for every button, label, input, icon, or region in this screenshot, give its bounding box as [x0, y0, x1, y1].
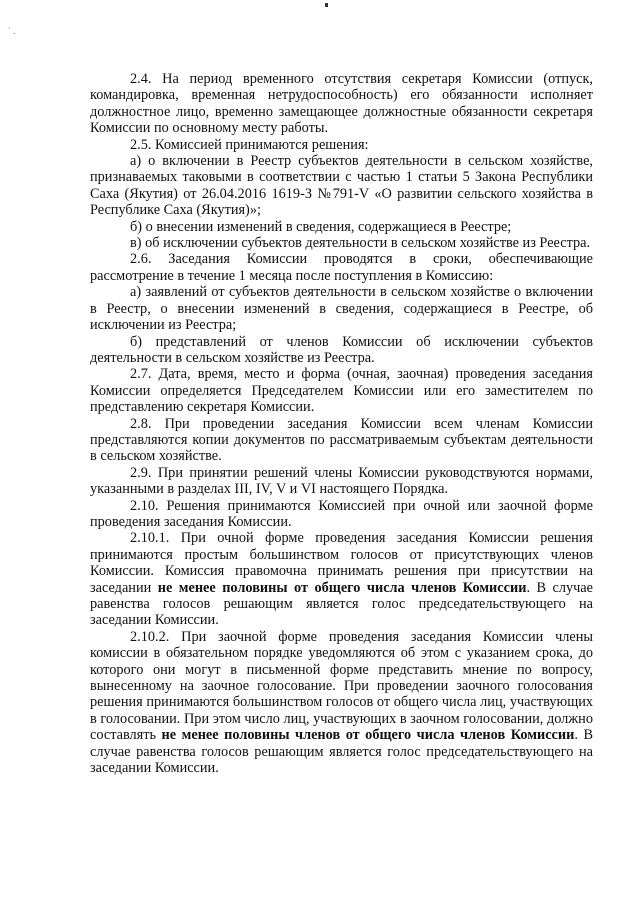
- bold-text: не менее половины членов от общего числа членов Комиссии: [161, 727, 575, 744]
- paragraph-text: 2.10.2. При заочной форме проведения заседания Комиссии члены комиссии в обязательном порядке уведомляются об этом с указанием срока, до которого они могут в письменной форме представить мнение по вопросу, вынесенному на заочное голосование. При проведении заочного голосования решения принимаются большинством голосов от общего числа лиц, участвующих в голосовании. При этом число лиц, участвующих в заочном голосовании, должно составлять: [90, 628, 593, 744]
- paragraph-text: в) об исключении субъектов деятельности в сельском хозяйстве из Реестра.: [130, 235, 591, 252]
- paragraph: [90, 153, 593, 219]
- paragraph-text: 2.10.1. При очной форме проведения заседания Комиссии решения принимаются простым большинством голосов от присутствующих членов Комиссии. Комиссия правомочна принимать решения при присутствии на заседании: [90, 530, 593, 596]
- paragraph-text: б) о внесении изменений в сведения, содержащиеся в Реестре;: [130, 218, 512, 235]
- paragraph: [90, 498, 593, 531]
- paragraph: [90, 465, 593, 498]
- paragraph: [90, 284, 593, 333]
- paragraph-text: 2.8. При проведении заседания Комиссии всем членам Комиссии представляются копии документов по рассматриваемым субъектам деятельности в сельском хозяйстве.: [90, 415, 593, 465]
- paragraph: [90, 251, 593, 284]
- paragraph-text: 2.6. Заседания Комиссии проводятся в сроки, обеспечивающие рассмотрение в течение 1 месяца после поступления в Комиссию:: [90, 251, 593, 284]
- paragraph-text: б) представлений от членов Комиссии об исключении субъектов деятельности в сельском хозяйстве из Реестра.: [90, 333, 593, 366]
- paragraph: [90, 235, 593, 251]
- margin-mark: ` .: [8, 26, 16, 36]
- paragraph: [90, 219, 593, 235]
- paragraph: [90, 629, 593, 777]
- paragraph-text: . В случае равенства голосов решающим является голос председательствующего на заседании Комиссии.: [90, 727, 593, 777]
- paragraph: [90, 366, 593, 415]
- paragraph-text: 2.10. Решения принимаются Комиссией при очной или заочной форме проведения заседания Комиссии.: [90, 497, 593, 530]
- paragraph-text: 2.5. Комиссией принимаются решения:: [130, 136, 369, 153]
- document-body: [90, 71, 593, 776]
- paragraph-text: 2.9. При принятии решений члены Комиссии руководствуются нормами, указанными в разделах III, IV, V и VI настоящего Порядка.: [90, 464, 593, 498]
- paragraph: [90, 416, 593, 465]
- bold-text: не менее половины от общего числа членов Комиссии: [157, 579, 527, 596]
- paragraph: [90, 334, 593, 367]
- paragraph-text: 2.4. На период временного отсутствия секретаря Комиссии (отпуск, командировка, временная нетрудоспособность) его обязанности исполняет должностное лицо, временно замещающее должностные обязанности секретаря Комиссии по основному месту работы.: [90, 71, 593, 137]
- top-mark: [325, 3, 328, 7]
- paragraph: [90, 530, 593, 628]
- paragraph-text: а) заявлений от субъектов деятельности в сельском хозяйстве о включении в Реестр, о внесении изменений в сведения, содержащиеся в Реестре, об исключении из Реестра;: [90, 284, 593, 334]
- paragraph-text: 2.7. Дата, время, место и форма (очная, заочная) проведения заседания Комиссии определяется Председателем Комиссии или его заместителем по представлению секретаря Комиссии.: [90, 366, 593, 416]
- paragraph: [90, 71, 593, 137]
- paragraph-text: . В случае равенства голосов решающим является голос председательствующего на заседании Комиссии.: [90, 579, 593, 629]
- paragraph: [90, 137, 593, 153]
- paragraph-text: а) о включении в Реестр субъектов деятельности в сельском хозяйстве, признаваемых таковыми в соответствии с частью 1 статьи 5 Закона Республики Саха (Якутия) от 26.04.2016 1619-З №791-V «О развитии сельского хозяйства в Республике Саха (Якутия)»;: [90, 153, 593, 219]
